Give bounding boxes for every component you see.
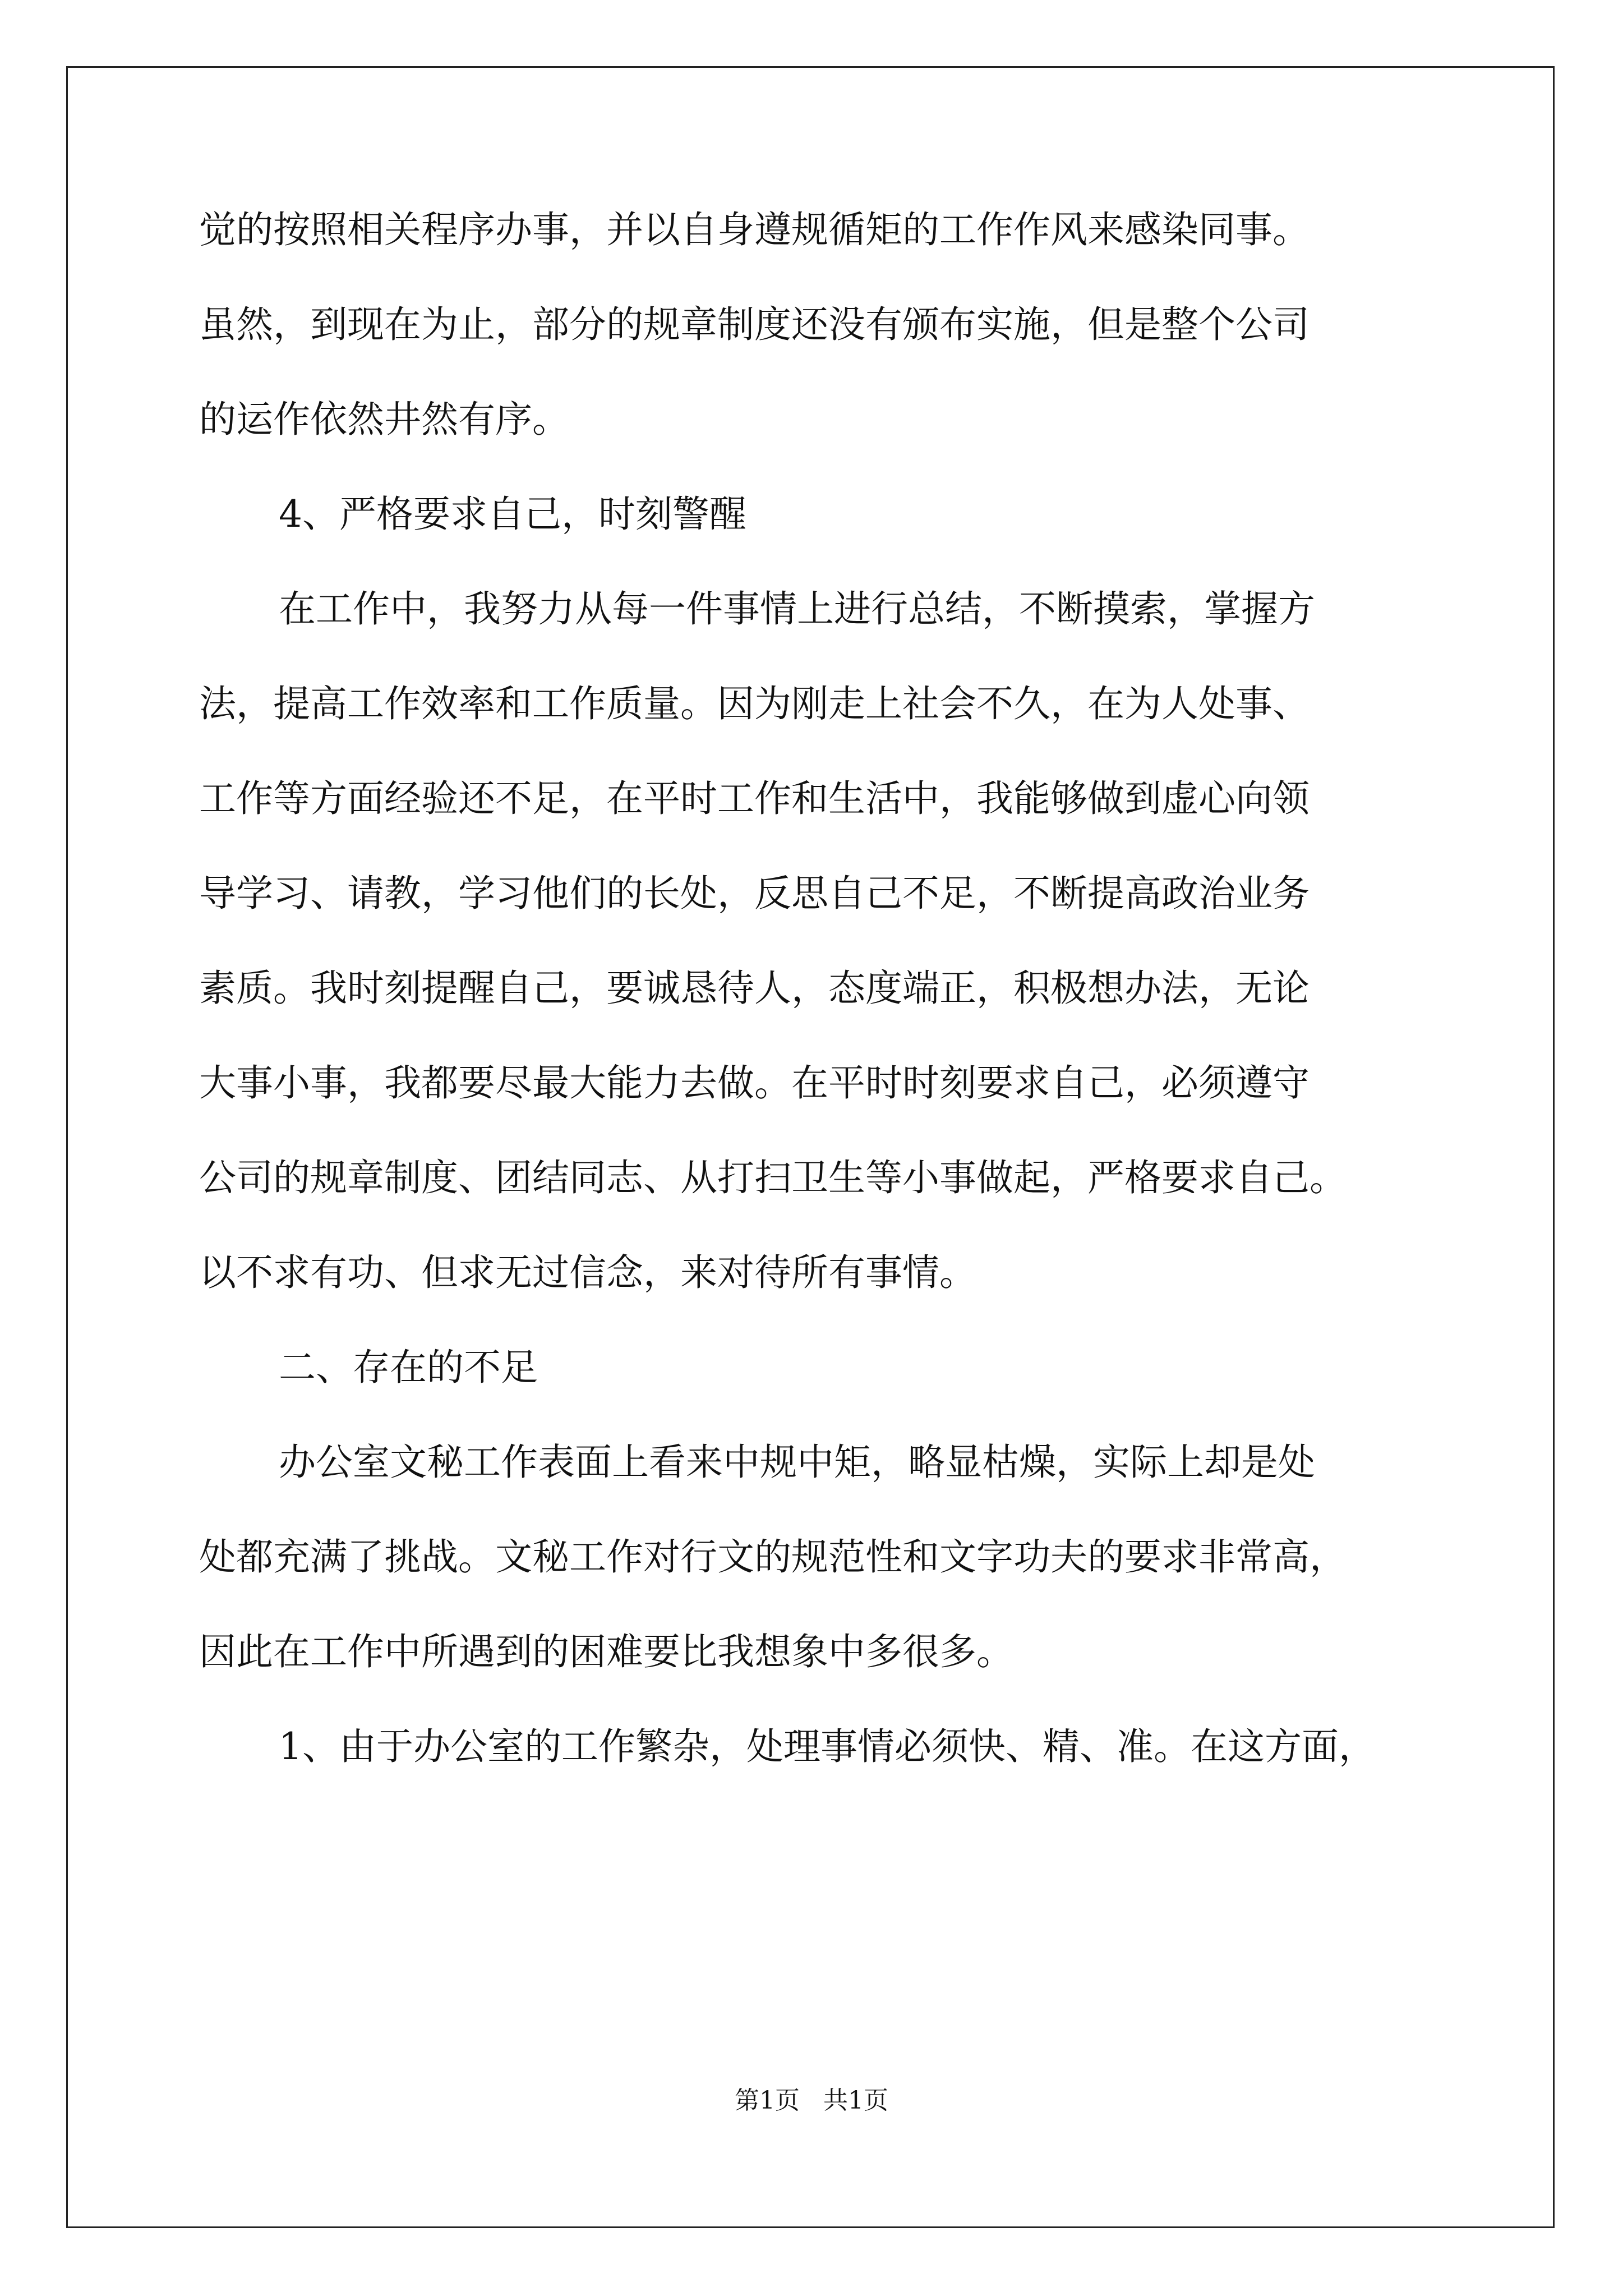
text-line: 处都充满了挑战。文秘工作对行文的规范性和文字功夫的要求非常高， (199, 1535, 1347, 1579)
section-heading: 4、严格要求自己，时刻警醒 (279, 493, 746, 536)
text-line: 工作等方面经验还不足，在平时工作和生活中，我能够做到虚心向领 (199, 777, 1310, 820)
text-line: 1、由于办公室的工作繁杂，处理事情必须快、精、准。在这方面， (279, 1725, 1376, 1768)
text-line: 大事小事，我都要尽最大能力去做。在平时时刻要求自己，必须遵守 (199, 1061, 1310, 1105)
text-line: 公司的规章制度、团结同志、从打扫卫生等小事做起，严格要求自己。 (199, 1156, 1347, 1199)
text-line: 导学习、请教，学习他们的长处，反思自己不足，不断提高政治业务 (199, 872, 1310, 915)
section-heading: 二、存在的不足 (279, 1346, 538, 1389)
page-number-footer: 第1页 共1页 (735, 2086, 888, 2115)
text-line: 的运作依然井然有序。 (199, 398, 569, 441)
text-line: 法，提高工作效率和工作质量。因为刚走上社会不久，在为人处事、 (199, 682, 1310, 725)
text-line: 觉的按照相关程序办事，并以自身遵规循矩的工作作风来感染同事。 (199, 208, 1310, 251)
page-border (66, 66, 1555, 2228)
text-line: 素质。我时刻提醒自己，要诚恳待人，态度端正，积极想办法，无论 (199, 967, 1310, 1010)
text-line: 办公室文秘工作表面上看来中规中矩，略显枯燥，实际上却是处 (279, 1441, 1315, 1484)
text-line: 虽然，到现在为止，部分的规章制度还没有颁布实施，但是整个公司 (199, 303, 1310, 346)
text-line: 以不求有功、但求无过信念，来对待所有事情。 (199, 1251, 976, 1294)
text-line: 在工作中，我努力从每一件事情上进行总结，不断摸索，掌握方 (279, 587, 1315, 631)
text-line: 因此在工作中所遇到的困难要比我想象中多很多。 (199, 1630, 1013, 1673)
